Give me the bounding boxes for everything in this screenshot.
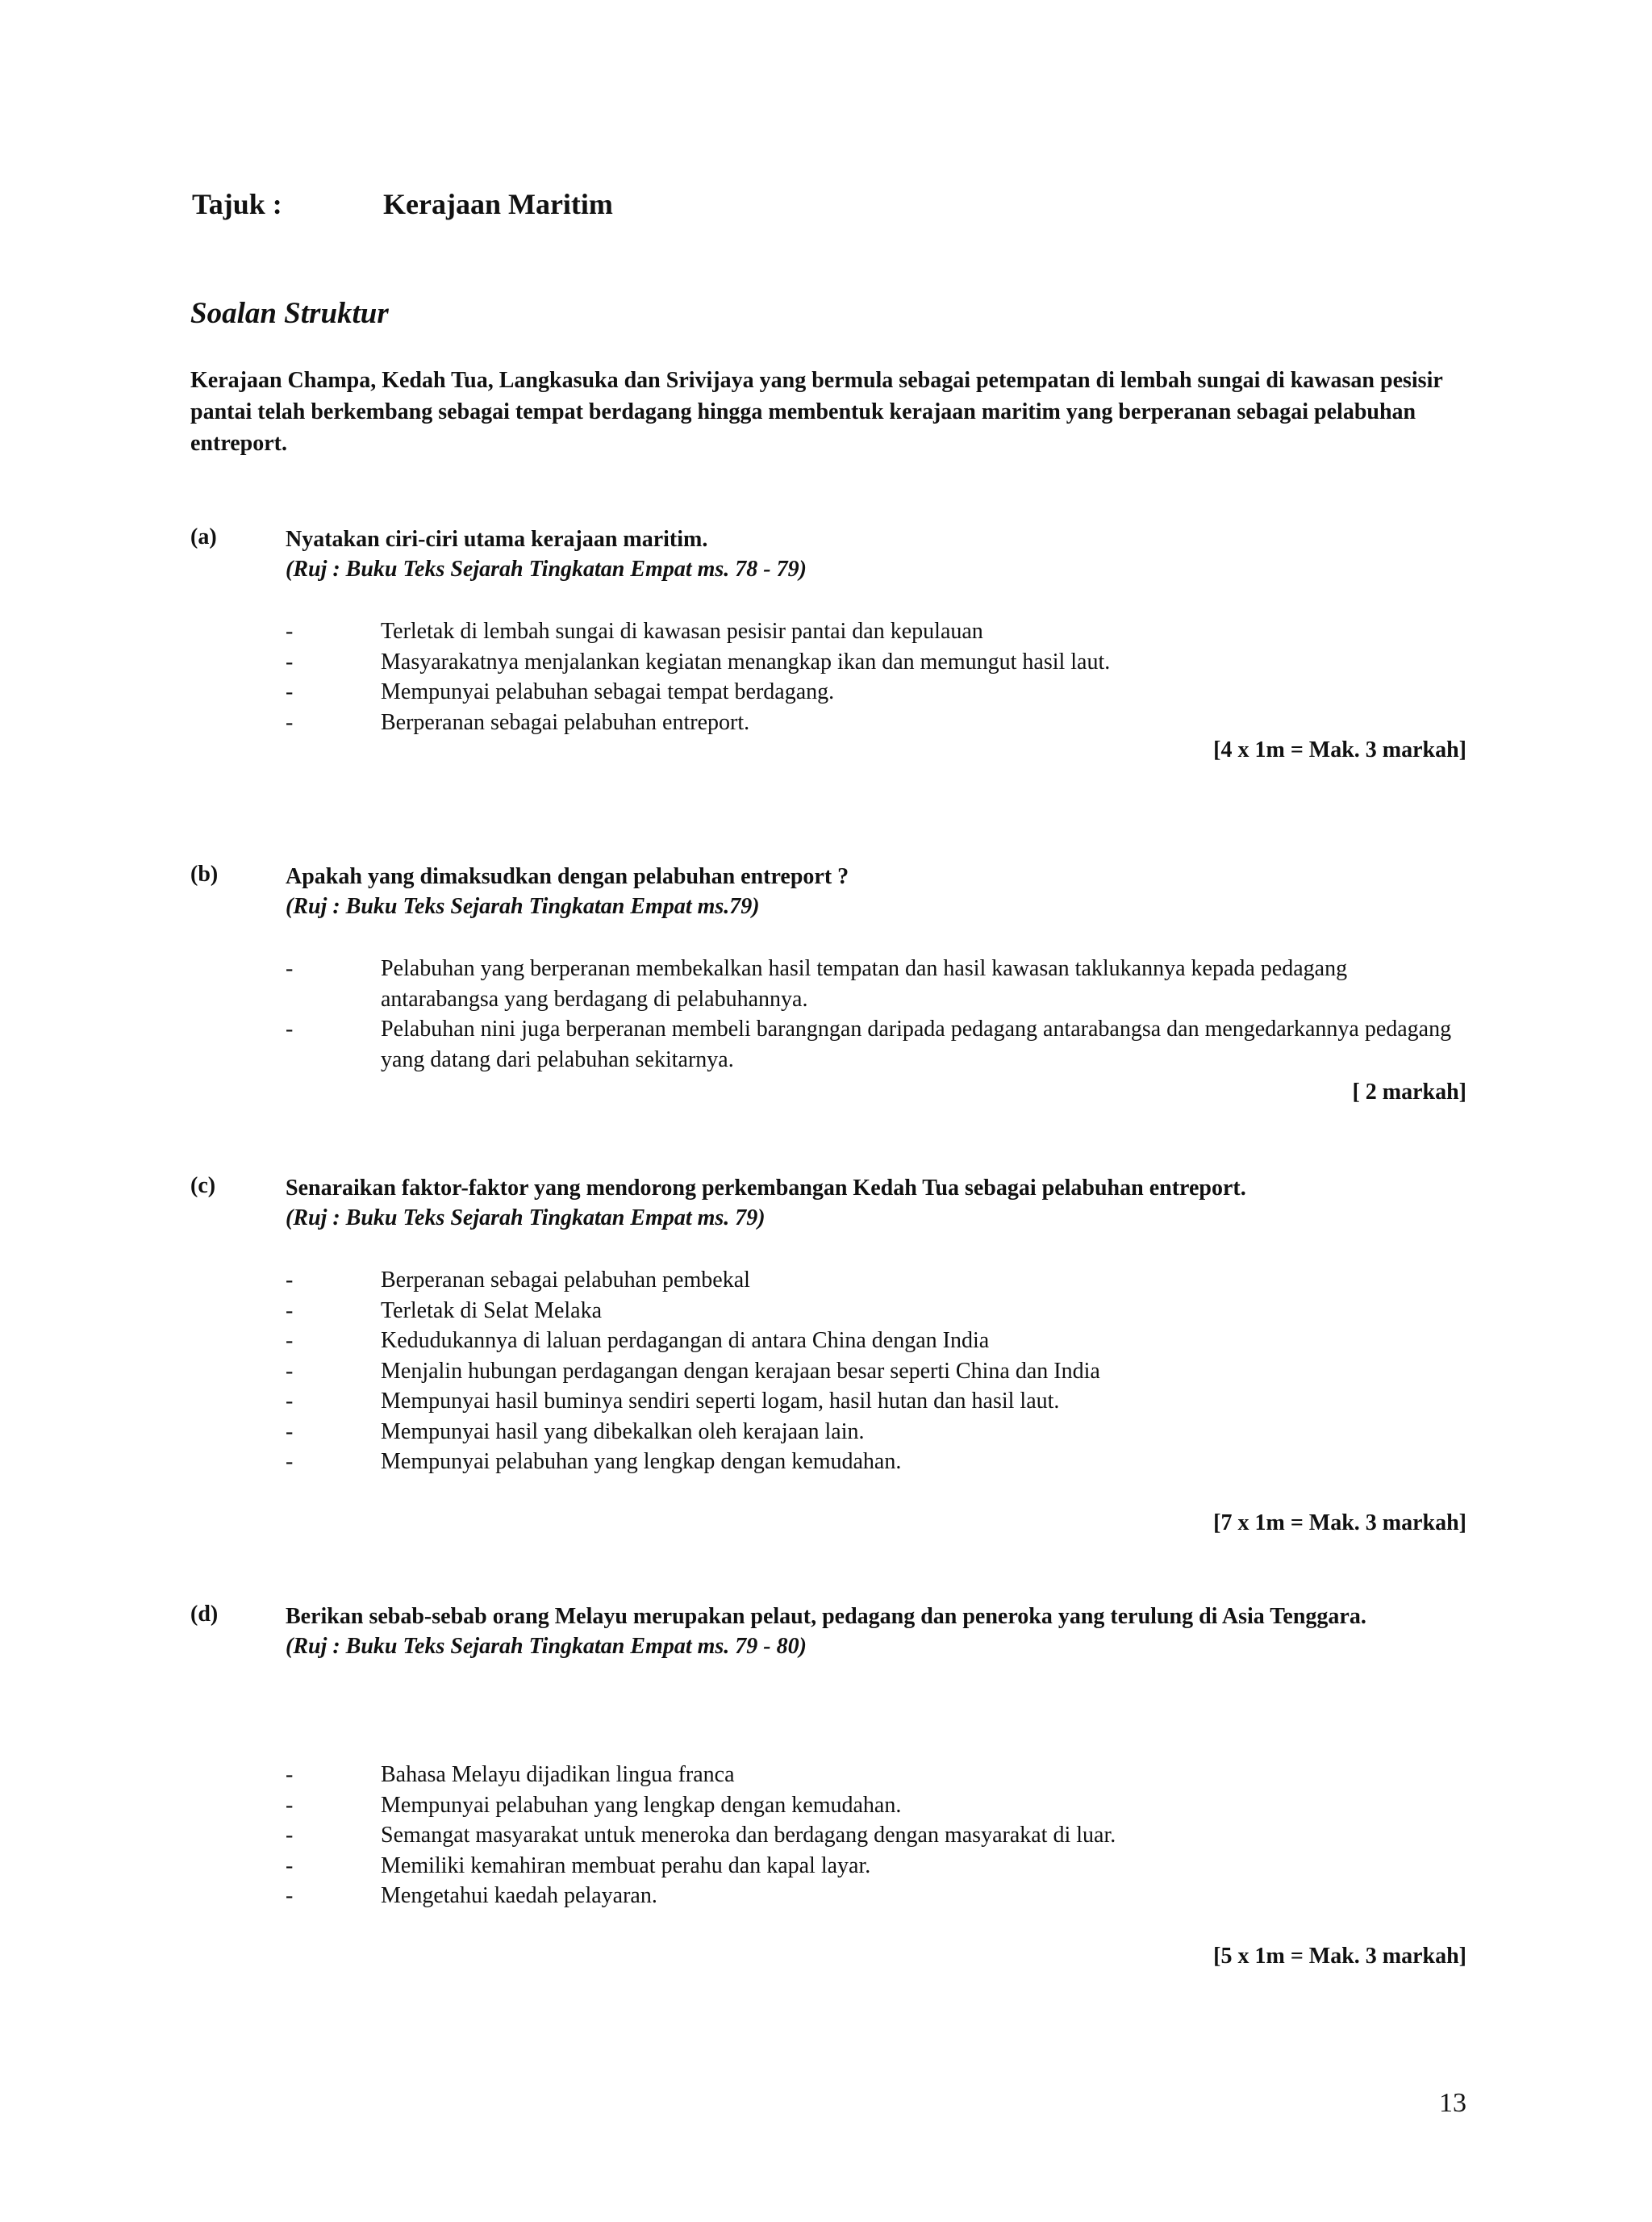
question-prompt: Nyatakan ciri-ciri utama kerajaan maritim. <box>286 527 708 552</box>
marks-label: [4 x 1m = Mak. 3 markah] <box>1213 737 1466 762</box>
marks-label: [ 2 markah] <box>1352 1080 1466 1105</box>
question-reference: (Ruj : Buku Teks Sejarah Tingkatan Empat ms. 78 - 79) <box>286 557 807 582</box>
question-text <box>286 862 1471 921</box>
topic-label: Tajuk : <box>192 188 282 220</box>
answer-item: - Memiliki kemahiran membuat perahu dan kapal layar. <box>286 1852 871 1878</box>
answer-list <box>0 1760 1652 1911</box>
answer-item: - Mempunyai pelabuhan yang lengkap dengan kemudahan. <box>286 1792 902 1818</box>
answer-item: - Bahasa Melayu dijadikan lingua franca <box>286 1762 735 1787</box>
question-letter: (b) <box>190 862 219 887</box>
answer-item: - Mengetahui kaedah pelayaran. <box>286 1883 657 1908</box>
question-text <box>286 1602 1471 1661</box>
question-prompt: Senaraikan faktor-faktor yang mendorong perkembangan Kedah Tua sebagai pelabuhan entreport. <box>286 1176 1246 1201</box>
question-prompt: Apakah yang dimaksudkan dengan pelabuhan entreport ? <box>286 864 849 889</box>
question-letter: (a) <box>190 524 217 549</box>
section-title: Soalan Struktur <box>190 297 389 330</box>
answer-list <box>0 1265 1652 1477</box>
question-letter: (d) <box>190 1602 219 1627</box>
answer-list <box>0 954 1652 1075</box>
intro-paragraph: Kerajaan Champa, Kedah Tua, Langkasuka dan Srivijaya yang bermula sebagai petempatan di lembah sungai di kawasan pesisir pantai telah berkembang sebagai tempat berdagang hingga membentuk kerajaan maritim yang berperanan sebagai pelabuhan entreport. <box>190 368 1443 456</box>
answer-item: - Berperanan sebagai pelabuhan pembekal <box>286 1268 750 1293</box>
marks-label: [7 x 1m = Mak. 3 markah] <box>1213 1510 1466 1535</box>
answer-item: - Masyarakatnya menjalankan kegiatan menangkap ikan dan memungut hasil laut. <box>286 649 1111 675</box>
page-number: 13 <box>1439 2088 1466 2118</box>
answer-item: - Mempunyai pelabuhan yang lengkap dengan kemudahan. <box>286 1449 902 1474</box>
answer-item: - Mempunyai pelabuhan sebagai tempat berdagang. <box>286 679 835 704</box>
question-text <box>286 1173 1471 1233</box>
answer-item: - Mempunyai hasil yang dibekalkan oleh kerajaan lain. <box>286 1418 865 1444</box>
answer-item: - Pelabuhan yang berperanan membekalkan hasil tempatan dan hasil kawasan taklukannya kepada pedagang antarabangsa yang berdagang di pelabuhannya. <box>286 956 1348 1012</box>
answer-item: - Berperanan sebagai pelabuhan entreport. <box>286 709 750 735</box>
answer-item: - Menjalin hubungan perdagangan dengan kerajaan besar seperti China dan India <box>286 1358 1100 1384</box>
question-reference: (Ruj : Buku Teks Sejarah Tingkatan Empat ms. 79) <box>286 1205 766 1230</box>
question-letter: (c) <box>190 1173 216 1198</box>
answer-list <box>0 616 1652 737</box>
answer-item: - Pelabuhan nini juga berperanan membeli barangngan daripada pedagang antarabangsa dan mengedarkannya pedagang yang datang dari pelabuhan sekitarnya. <box>286 1017 1452 1072</box>
answer-item: - Terletak di lembah sungai di kawasan pesisir pantai dan kepulauan <box>286 619 983 644</box>
question-reference: (Ruj : Buku Teks Sejarah Tingkatan Empat ms. 79 - 80) <box>286 1634 807 1659</box>
marks-label: [5 x 1m = Mak. 3 markah] <box>1213 1944 1466 1969</box>
question-prompt: Berikan sebab-sebab orang Melayu merupakan pelaut, pedagang dan peneroka yang terulung di Asia Tenggara. <box>286 1604 1366 1629</box>
question-text <box>286 524 1471 584</box>
answer-item: - Terletak di Selat Melaka <box>286 1297 603 1323</box>
answer-item: - Kedudukannya di laluan perdagangan di antara China dengan India <box>286 1328 990 1353</box>
answer-item: - Mempunyai hasil buminya sendiri seperti logam, hasil hutan dan hasil laut. <box>286 1389 1060 1414</box>
question-reference: (Ruj : Buku Teks Sejarah Tingkatan Empat ms.79) <box>286 894 760 919</box>
topic-title: Kerajaan Maritim <box>383 188 613 220</box>
answer-item: - Semangat masyarakat untuk meneroka dan berdagang dengan masyarakat di luar. <box>286 1823 1116 1848</box>
